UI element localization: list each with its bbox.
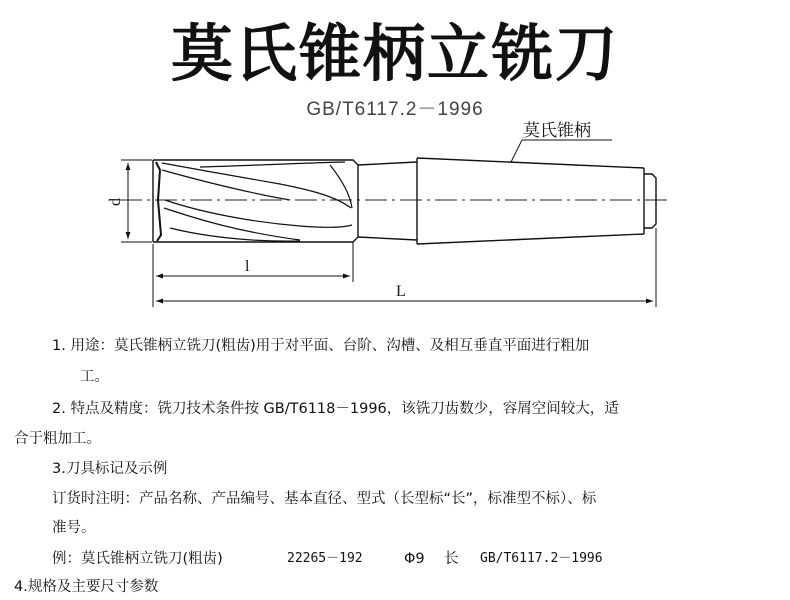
standard-number: GB/T6117.2－1996 (306, 99, 484, 120)
order-line-2: 准号。 (52, 520, 96, 536)
end-mill-drawing (0, 118, 790, 313)
use-line-2: 工。 (80, 369, 109, 385)
page-title: 莫氏锥柄立铣刀 (170, 17, 619, 90)
order-line-1: 订货时注明：产品名称、产品编号、基本直径、型式（长型标“长”，标准型不标）、标 (52, 491, 597, 507)
dim-l (153, 242, 353, 282)
example-label: 例：莫氏锥柄立铣刀(粗齿) (52, 551, 223, 567)
callout-leader (511, 140, 522, 162)
spec-heading: 4.规格及主要尺寸参数 (14, 579, 159, 595)
dim-L-label: L (396, 283, 406, 300)
neck (358, 162, 417, 240)
example-type: 长 (444, 551, 459, 567)
example-code: 22265－192 (287, 551, 363, 566)
feature-line-2: 合于粗加工。 (14, 431, 101, 447)
dim-l-label: l (245, 258, 250, 275)
marking-heading: 3.刀具标记及示例 (52, 461, 168, 477)
use-line-1: 1. 用途：莫氏锥柄立铣刀(粗齿)用于对平面、台阶、沟槽、及相互垂直平面进行粗加 (52, 338, 590, 354)
dim-d (121, 160, 152, 242)
feature-line-1: 2. 特点及精度：铣刀技术条件按 GB/T6118－1996，该铣刀齿数少，容屑空间较大，适 (52, 401, 619, 417)
cutter-body (153, 160, 358, 242)
taper-shank (417, 158, 656, 244)
example-line (52, 552, 752, 570)
example-standard: GB/T6117.2－1996 (480, 551, 603, 566)
example-diameter: Φ9 (404, 551, 425, 567)
flutes (162, 162, 352, 241)
callout-label: 莫氏锥柄 (523, 121, 591, 141)
dim-d-label: d (107, 198, 124, 206)
